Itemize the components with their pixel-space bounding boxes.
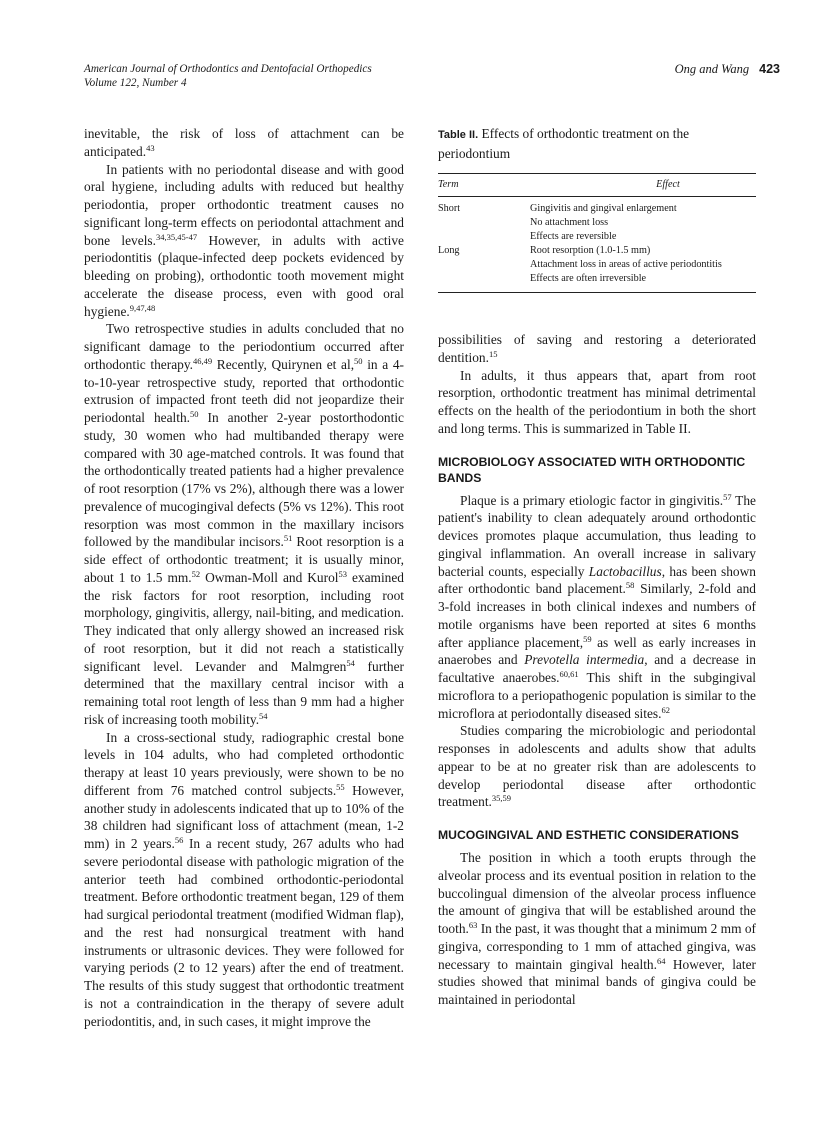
effect-item: Gingivitis and gingival enlargement: [530, 202, 677, 214]
text: In the past, it was thought that a minimum 2 mm of gingiva, corresponding to 1 mm of attached gingiva, was necessary to maintain gingival health.: [438, 921, 756, 972]
citation: 46,49: [193, 355, 213, 366]
paragraph: [84, 729, 404, 1031]
paragraph: [438, 492, 756, 723]
page-info: [675, 62, 780, 76]
column-header-term: Term: [438, 173, 530, 196]
column-header-effect: Effect: [530, 173, 756, 196]
citation: 56: [174, 835, 184, 845]
text: The patient's inability to clean adequately around orthodontic devices promotes plaque accumulation, thus leading to gingival inflammation. An overall increase in salivary bacterial counts, especially: [438, 492, 756, 579]
citation: 57: [723, 491, 732, 502]
citation: 52: [191, 568, 201, 579]
text: Owman-Moll and Kurol: [200, 569, 339, 585]
table-header-row: [438, 173, 756, 196]
citation: 9,47,48: [129, 302, 156, 313]
authors: Ong and Wang: [674, 62, 750, 76]
citation: 59: [583, 633, 592, 644]
table-row: [438, 196, 756, 244]
effect-cell: [530, 244, 756, 293]
text: in a 4-to-10-year retrospective study, reported that orthodontic extrusion of impacted front teeth did not jeopardize their periodontal health.: [84, 356, 404, 425]
citation: 43: [146, 142, 155, 153]
table-label: Table II.: [438, 129, 479, 141]
effect-item: Effects are reversible: [530, 230, 617, 242]
citation: 58: [625, 580, 635, 591]
text: Root resorption is a side effect of orthodontic treatment; it is usually minor, about 1 to 1.5 mm.: [84, 534, 404, 585]
text: as well as early increases in anaerobes and: [438, 634, 757, 668]
section-heading-microbiology: MICROBIOLOGY ASSOCIATED WITH ORTHODONTIC BANDS: [438, 454, 746, 485]
text: Similarly, 2-fold and 3-fold increases in both clinical indexes and numbers of motile organisms have been reported at sites 6 months after appliance placement,: [438, 581, 756, 650]
text: However, another study in adolescents indicated that up to 10% of the 38 children had significant loss of attachment (mean, 1-2 mm) in 2 years.: [84, 782, 404, 851]
journal-info: [84, 62, 372, 90]
citation: 62: [661, 704, 670, 715]
text: In another 2-year postorthodontic study, 30 women who had multibanded therapy were compared with 30 age-matched controls. It was found that the orthodontically treated patients had a higher prevalence of root resorption (17% vs 2%), although there was a lower prevalence of mucogingival defects (5% vs 12%). This root resorption was most common in the maxillary incisors followed by the mandibular incisors.: [84, 410, 404, 550]
text: In adults, it thus appears that, apart from root resorption, orthodontic treatment has minimal detrimental effects on the health of the periodontium in both the short and long terms. This is summarized in Table II.: [438, 367, 756, 436]
text: This shift in the subgingival microflora to a periopathogenic population is similar to the microflora at periodontally diseased sites.: [438, 670, 756, 721]
citation: 51: [283, 533, 293, 544]
effect-item: Attachment loss in areas of active periodontitis: [530, 258, 722, 270]
text: The position in which a tooth erupts through the alveolar process and its eventual position in relation to the buccolingual dimension of the alveolar process influence the amount of gingiva that will be established around the tooth.: [438, 850, 756, 936]
text: In patients with no periodontal disease and with good oral hygiene, including adults with reduced but healthy periodontia, proper orthodontic treatment causes no significant long-term effects on periodontal attachment and bone levels.: [84, 161, 404, 248]
journal-title: American Journal of Orthodontics and Dentofacial Orthopedics: [84, 63, 372, 75]
text: inevitable, the risk of loss of attachment can be anticipated.: [84, 126, 404, 159]
right-column: [438, 331, 756, 1009]
citation: 55: [336, 781, 345, 792]
text: In a recent study, 267 adults who had severe periodontal disease with pathologic migration of the anterior teeth had combined orthodontic-periodontal treatment. Before orthodontic treatment began, 129 of them had surgical periodontal treatment (modified Widman flap), and the rest had nonsurgical treatment with hand instruments or ultrasonic devices. They were followed for varying periods (2 to 12 years) after the end of treatment. The results of this study suggest that orthodontic treatment is not a contraindication in the therapy of severe adult periodontitis, and, in such cases, it might improve the: [84, 836, 405, 1029]
paragraph: [438, 367, 756, 438]
citation: 34,35,45-47: [155, 231, 198, 242]
table-ii: [438, 125, 756, 293]
citation: 53: [338, 568, 347, 579]
left-column: [84, 125, 404, 1030]
citation: 54: [346, 657, 355, 668]
citation: 64: [656, 955, 666, 966]
text: further determined that the maxillary central incisor with a remaining total root length of less than 9 mm had a higher risk of increasing tooth mobility.: [84, 658, 404, 727]
table-row: [438, 244, 756, 293]
text: Studies comparing the microbiologic and periodontal responses in adolescents and adults show that adults appear to be at no greater risk than are adolescents to develop periodontal disease after orthodontic treatment.: [438, 723, 756, 810]
italic-term: Prevotella intermedia: [524, 652, 645, 668]
paragraph: [84, 125, 404, 161]
citation: 60,61: [559, 669, 579, 679]
text: Two retrospective studies in adults concluded that no significant damage to the periodontium occurred after orthodontic therapy.: [84, 321, 404, 372]
citation: 15: [488, 348, 498, 359]
text: examined the risk factors for root resorption, including root morphology, gingivitis, allergy, nail-biting, and medication. They indicated that only allergy showed an increased risk of root resorption, but it did not reach a statistically significant level. Levander and Malmgren: [84, 569, 404, 674]
term-cell: Short: [438, 202, 461, 214]
citation: 54: [259, 710, 268, 721]
paragraph: [84, 161, 404, 321]
citation: 50: [354, 355, 363, 366]
text: However, later studies showed that minimal bands of gingiva could be maintained in periodontal: [438, 956, 756, 1007]
section-heading-mucogingival: MUCOGINGIVAL AND ESTHETIC CONSIDERATIONS: [438, 828, 739, 842]
journal-volume: Volume 122, Number 4: [84, 77, 187, 89]
effect-item: Effects are often irreversible: [530, 272, 647, 284]
text: Recently, Quirynen et al,: [212, 356, 355, 372]
effect-cell: [530, 196, 756, 244]
paragraph: [438, 722, 756, 811]
table-caption: [438, 125, 756, 163]
citation: 35,59: [491, 793, 512, 804]
text: Plaque is a primary etiologic factor in gingivitis.: [460, 492, 724, 508]
page-number: 423: [759, 62, 780, 76]
citation: 63: [468, 920, 478, 930]
italic-term: Lactobacillus: [588, 563, 662, 579]
text: , has been shown after orthodontic band placement.: [438, 563, 756, 597]
paragraph: [438, 331, 756, 367]
text: However, in adults with active periodontitis (plaque-infected deep pockets evidenced by bleeding on probing), orthodontic tooth movement might accelerate the disease process, even with good oral hygiene.: [84, 232, 404, 319]
citation: 50: [190, 409, 199, 419]
text: possibilities of saving and restoring a deteriorated dentition.: [438, 332, 756, 365]
term-cell: Long: [438, 244, 530, 293]
effect-item: Root resorption (1.0-1.5 mm): [530, 244, 651, 256]
paragraph: [438, 849, 756, 1009]
table-title: Effects of orthodontic treatment on the periodontium: [438, 126, 690, 161]
paragraph: [84, 320, 404, 728]
text: In a cross-sectional study, radiographic crestal bone levels in 104 adults, who had completed orthodontic therapy at least 10 years previously, were shown to be no different from 76 matched control subjects.: [84, 729, 404, 798]
text: , and a decrease in facultative anaerobes.: [438, 652, 757, 685]
effects-table: [438, 173, 756, 293]
effect-item: No attachment loss: [530, 216, 609, 228]
